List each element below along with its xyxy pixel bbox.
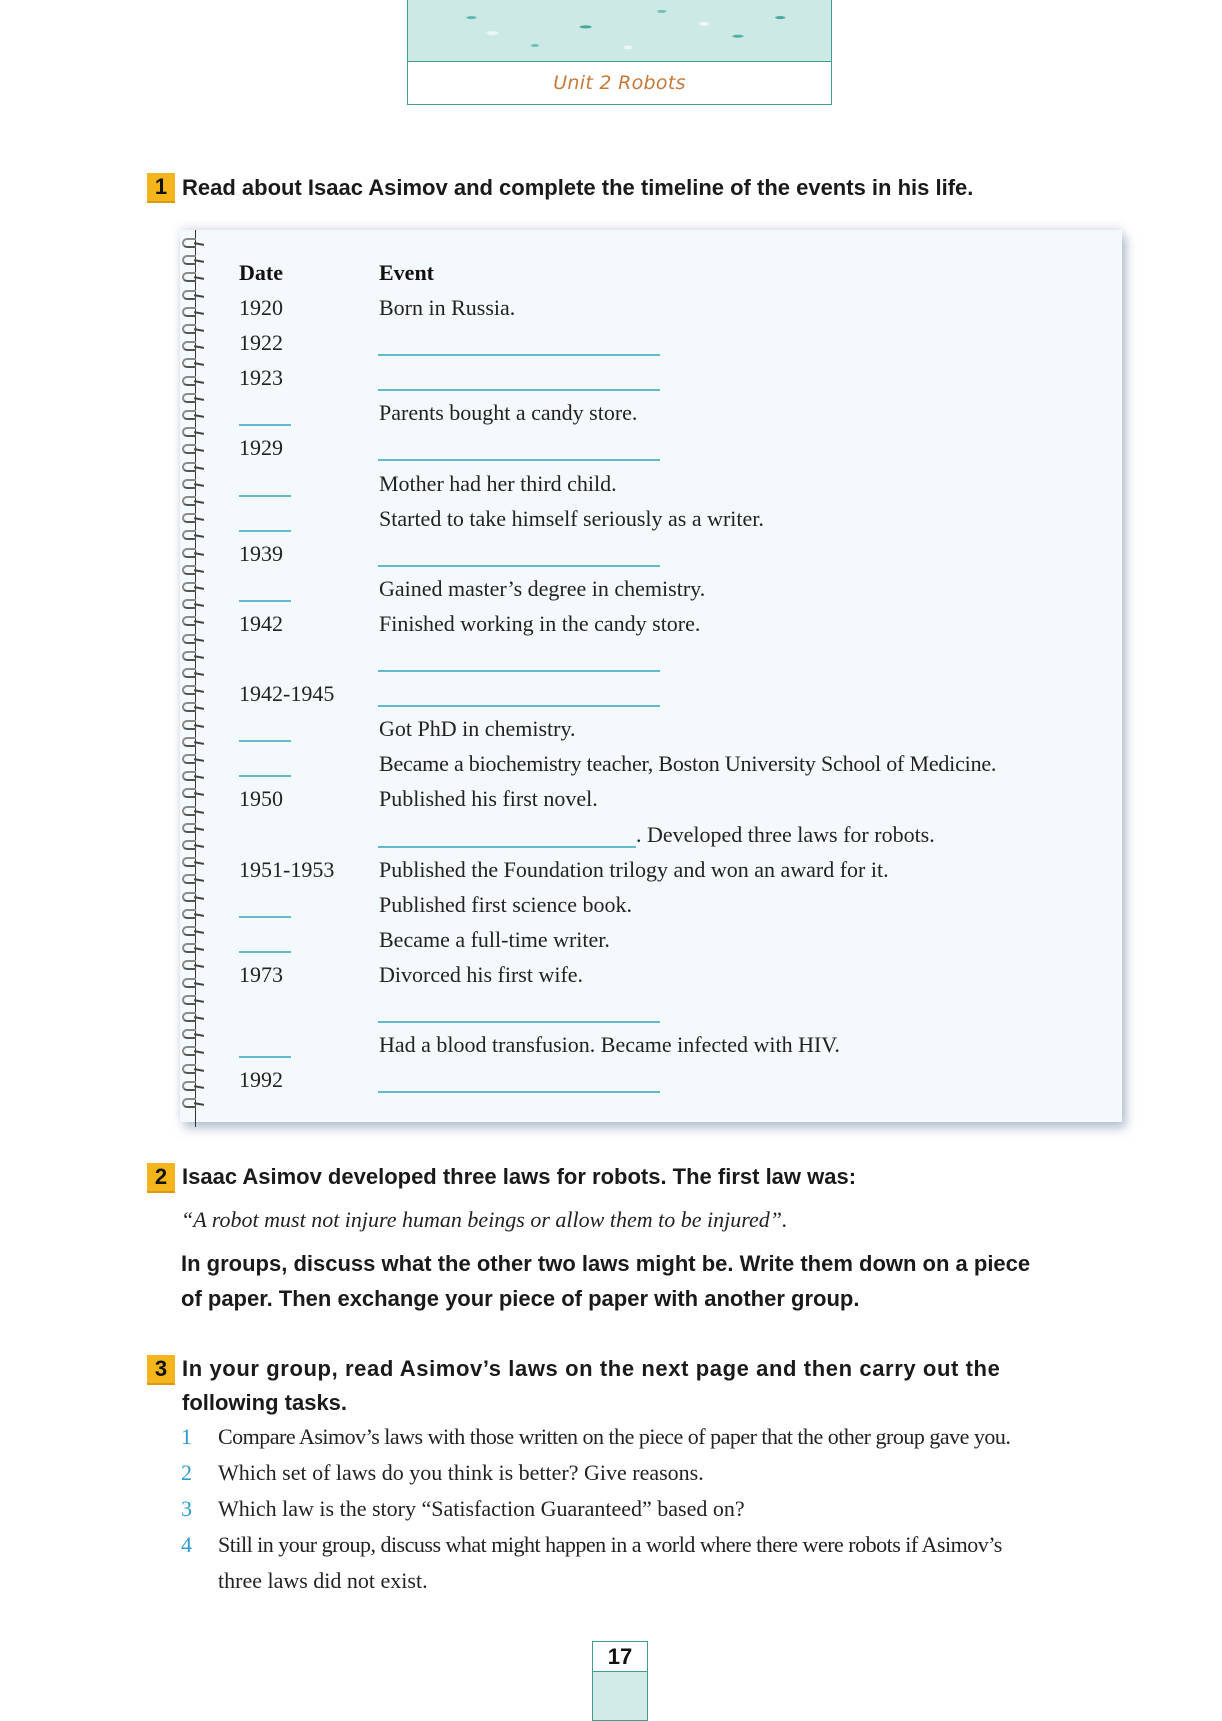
date-column-header: Date <box>239 260 283 285</box>
spiral-ring <box>182 995 204 1003</box>
event-blank-line[interactable] <box>378 565 660 567</box>
event-blank-line[interactable] <box>378 1021 660 1023</box>
spiral-ring <box>182 616 204 624</box>
spiral-ring <box>182 530 204 538</box>
timeline-date: 1992 <box>239 1067 283 1093</box>
timeline-event: Finished working in the candy store. <box>379 610 701 636</box>
timeline-event: Mother had her third child. <box>379 470 617 496</box>
timeline-date: 1942 <box>239 610 283 636</box>
spiral-ring <box>182 1046 204 1054</box>
timeline-date: 1939 <box>239 540 283 566</box>
spiral-ring <box>182 634 204 642</box>
exercise-2-badge: 2 <box>147 1163 175 1193</box>
task-4-text: Still in your group, discuss what might happen in a world where there were robots if Asimov’s <box>218 1532 1002 1557</box>
spiral-ring <box>182 324 204 332</box>
event-blank-line[interactable] <box>378 846 636 848</box>
spiral-ring <box>182 857 204 865</box>
spiral-ring <box>182 771 204 779</box>
spiral-ring <box>182 479 204 487</box>
spiral-ring <box>182 358 204 366</box>
spiral-ring <box>182 548 204 556</box>
first-law-quote: “A robot must not injure human beings or allow them to be injured”. <box>181 1207 788 1232</box>
timeline-event: Published first science book. <box>379 891 632 917</box>
spiral-ring <box>182 702 204 710</box>
date-blank-line[interactable] <box>239 600 291 602</box>
spiral-ring <box>182 565 204 573</box>
spiral-ring <box>182 737 204 745</box>
exercise-2-task-line-2: of paper. Then exchange your piece of paper with another group. <box>181 1286 860 1311</box>
date-blank-line[interactable] <box>239 530 291 532</box>
timeline-date: 1920 <box>239 295 283 320</box>
spiral-ring <box>182 1081 204 1089</box>
event-column-header: Event <box>379 260 434 285</box>
spiral-ring <box>182 1029 204 1037</box>
spiral-ring <box>182 272 204 280</box>
event-blank-line[interactable] <box>378 389 660 391</box>
timeline-event: Parents bought a candy store. <box>379 400 638 426</box>
timeline-date: 1973 <box>239 961 283 987</box>
exercise-3-badge: 3 <box>147 1355 175 1385</box>
spiral-ring <box>182 909 204 917</box>
spiral-ring <box>182 1064 204 1072</box>
timeline-event: Got PhD in chemistry. <box>379 716 576 742</box>
date-blank-line[interactable] <box>239 740 291 742</box>
task-2-text: Which set of laws do you think is better? Give reasons. <box>218 1460 704 1485</box>
timeline-event: Published the Foundation trilogy and won an award for it. <box>379 856 889 882</box>
date-blank-line[interactable] <box>239 1056 291 1058</box>
event-blank-line[interactable] <box>378 670 660 672</box>
exercise-3-instruction-line-1: In your group, read Asimov’s laws on the next page and then carry out the <box>182 1356 1001 1381</box>
spiral-ring <box>182 685 204 693</box>
spiral-ring <box>182 943 204 951</box>
task-4-number: 4 <box>181 1532 192 1557</box>
spiral-ring <box>182 255 204 263</box>
timeline-event: Became a biochemistry teacher, Boston University School of Medicine. <box>379 751 997 777</box>
spiral-ring <box>182 393 204 401</box>
timeline-event: Published his first novel. <box>379 786 598 812</box>
timeline-event: Became a full-time writer. <box>379 926 610 952</box>
timeline-event: Started to take himself seriously as a writer. <box>379 505 764 531</box>
spiral-ring <box>182 823 204 831</box>
spiral-ring <box>182 376 204 384</box>
spiral-ring <box>182 290 204 298</box>
unit-header <box>407 0 832 105</box>
timeline-date: 1929 <box>239 435 283 461</box>
date-blank-line[interactable] <box>239 951 291 953</box>
spiral-ring <box>182 892 204 900</box>
unit-banner-image <box>408 0 831 62</box>
spiral-ring <box>182 874 204 882</box>
spiral-ring <box>182 307 204 315</box>
spiral-ring <box>182 427 204 435</box>
event-blank-line[interactable] <box>378 705 660 707</box>
date-blank-line[interactable] <box>239 424 291 426</box>
timeline-date: 1950 <box>239 786 283 812</box>
spiral-ring <box>182 1098 204 1106</box>
spiral-ring <box>182 668 204 676</box>
task-3-text: Which law is the story “Satisfaction Guaranteed” based on? <box>218 1496 745 1521</box>
timeline-date: 1951-1953 <box>239 856 335 882</box>
task-2-number: 2 <box>181 1460 192 1485</box>
spiral-ring <box>182 582 204 590</box>
timeline-event: Gained master’s degree in chemistry. <box>379 575 706 601</box>
event-blank-line[interactable] <box>378 354 660 356</box>
spiral-ring <box>182 513 204 521</box>
timeline-event: Had a blood transfusion. Became infected with HIV. <box>379 1032 840 1058</box>
unit-title: Unit 2 Robots <box>553 72 686 94</box>
event-blank-line[interactable] <box>378 459 660 461</box>
spiral-ring <box>182 444 204 452</box>
exercise-2-instruction: Isaac Asimov developed three laws for robots. The first law was: <box>182 1164 857 1189</box>
timeline-event: Born in Russia. <box>379 295 516 320</box>
spiral-ring <box>182 806 204 814</box>
spiral-ring <box>182 599 204 607</box>
exercise-1-instruction: Read about Isaac Asimov and complete the timeline of the events in his life. <box>182 175 974 200</box>
spiral-ring <box>182 496 204 504</box>
exercise-2-task-line-1: In groups, discuss what the other two laws might be. Write them down on a piece <box>181 1251 1031 1276</box>
spiral-ring <box>182 720 204 728</box>
date-blank-line[interactable] <box>239 495 291 497</box>
exercise-1-badge: 1 <box>147 173 175 203</box>
task-4-text-continued: three laws did not exist. <box>218 1568 428 1593</box>
spiral-ring <box>182 960 204 968</box>
task-1-number: 1 <box>181 1424 192 1449</box>
spiral-ring <box>182 926 204 934</box>
page-number: 17 <box>593 1642 647 1672</box>
spiral-ring <box>182 788 204 796</box>
event-blank-line[interactable] <box>378 1091 660 1093</box>
spiral-ring <box>182 238 204 246</box>
spiral-ring <box>182 754 204 762</box>
spiral-ring <box>182 341 204 349</box>
spiral-ring <box>182 462 204 470</box>
spiral-ring <box>182 978 204 986</box>
spiral-ring <box>182 840 204 848</box>
spiral-ring <box>182 410 204 418</box>
timeline-notebook <box>180 230 1122 1122</box>
date-blank-line[interactable] <box>239 775 291 777</box>
task-3-number: 3 <box>181 1496 192 1521</box>
page-number-box <box>592 1641 648 1721</box>
date-blank-line[interactable] <box>239 916 291 918</box>
spiral-ring <box>182 1012 204 1020</box>
timeline-date: 1942-1945 <box>239 681 335 707</box>
timeline-event: Divorced his first wife. <box>379 961 584 987</box>
exercise-3-instruction-line-2: following tasks. <box>182 1390 348 1415</box>
timeline-date: 1923 <box>239 365 283 391</box>
spiral-ring <box>182 651 204 659</box>
task-1-text: Compare Asimov’s laws with those written on the piece of paper that the other group gave you. <box>218 1424 1011 1449</box>
timeline-date: 1922 <box>239 330 283 356</box>
timeline-event: . Developed three laws for robots. <box>636 821 935 847</box>
